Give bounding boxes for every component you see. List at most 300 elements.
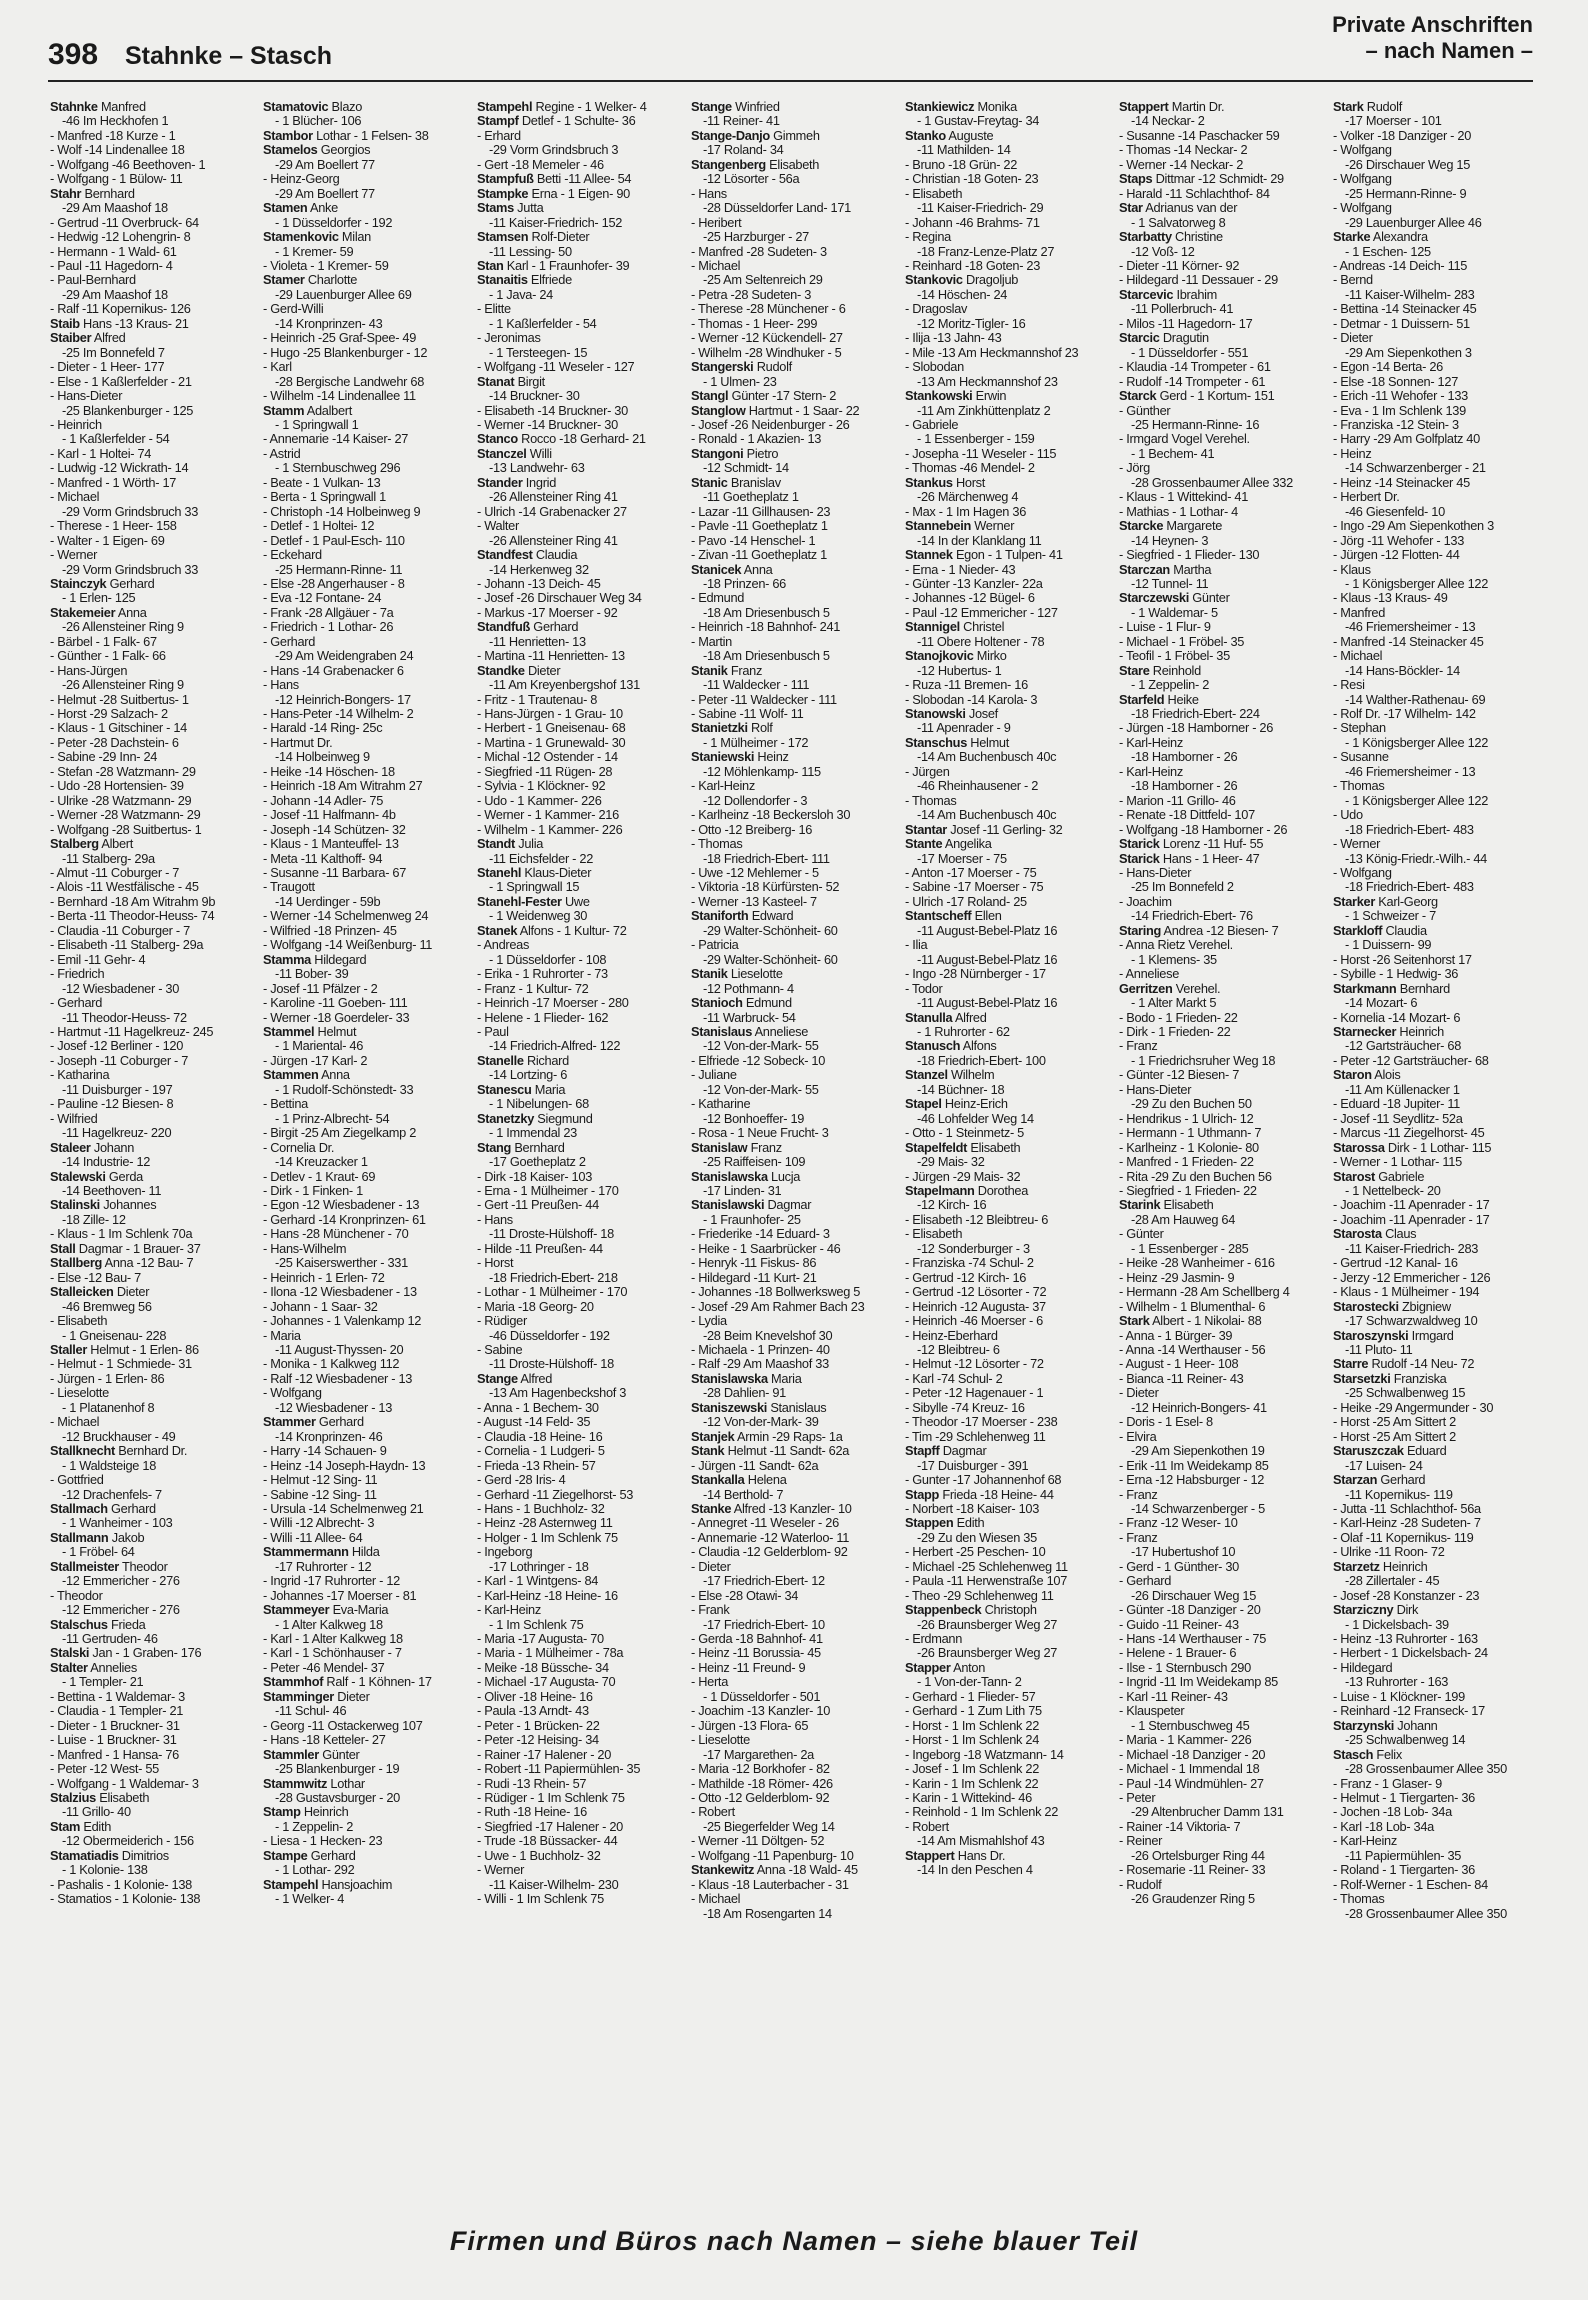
directory-line: - Christoph -14 Holbeinweg 9 xyxy=(263,504,421,519)
directory-line: -11 Am Kreyenbergshof 131 xyxy=(489,678,640,693)
directory-line: - Wolfgang -14 Weißenburg- 11 xyxy=(263,938,433,953)
directory-line: - 1 Düsseldorfer - 108 xyxy=(489,952,607,967)
directory-line: - Horst xyxy=(477,1256,514,1271)
directory-columns xyxy=(50,100,1540,2205)
surname: Starnecker xyxy=(1333,1025,1397,1039)
directory-line: Stapff Dagmar xyxy=(905,1444,987,1459)
directory-line: Stalski Jan - 1 Graben- 176 xyxy=(50,1646,202,1661)
directory-line: - Stephan xyxy=(1333,721,1386,736)
directory-line: -17 Lothringer - 18 xyxy=(489,1559,589,1574)
surname: Stamelos xyxy=(263,143,318,158)
directory-line: -14 Höschen- 24 xyxy=(917,287,1008,302)
directory-line: Stampehl Regine - 1 Welker- 4 xyxy=(477,100,647,114)
directory-line: Stamen Anke xyxy=(263,201,338,216)
directory-line: - Manfred -28 Sudeten- 3 xyxy=(691,244,827,259)
surname: Stangenberg xyxy=(691,157,766,172)
directory-line: Stanislawska Lucja xyxy=(691,1169,801,1184)
directory-line: - Gertrud -11 Overbruck- 64 xyxy=(50,215,199,230)
directory-line: -18 Friedrich-Ebert- 224 xyxy=(1131,707,1260,722)
directory-line: -29 Vorm Grindsbruch 3 xyxy=(489,143,619,158)
surname: Standfest xyxy=(477,548,533,563)
directory-line: Staniforth Edward xyxy=(691,909,794,924)
directory-line: -17 Hubertushof 10 xyxy=(1131,1545,1236,1560)
directory-line: -18 Franz-Lenze-Platz 27 xyxy=(917,244,1055,259)
directory-line: - Bernd xyxy=(1333,273,1373,288)
directory-line: - Karl-Heinz -28 Sudeten- 7 xyxy=(1333,1516,1481,1531)
directory-line: - Rolf-Werner - 1 Eschen- 84 xyxy=(1333,1877,1488,1892)
directory-line: - Johannes -17 Moerser - 81 xyxy=(263,1588,417,1603)
directory-line: - Günter -12 Biesen- 7 xyxy=(1119,1068,1240,1083)
directory-line: Stampe Gerhard xyxy=(263,1848,356,1863)
directory-line: - Klaus - 1 Gitschiner - 14 xyxy=(50,721,187,736)
directory-line: Starkmann Bernhard xyxy=(1333,981,1450,996)
directory-line: - Wilhelm - 1 Blumenthal- 6 xyxy=(1119,1299,1266,1314)
surname: Stamatiadis xyxy=(50,1848,119,1863)
directory-line: - Volker -18 Danziger - 20 xyxy=(1333,128,1472,143)
directory-line: - Wilfried -18 Prinzen- 45 xyxy=(263,923,397,938)
directory-line: -12 Moritz-Tigler- 16 xyxy=(917,316,1026,331)
directory-line: - Katharine xyxy=(691,1097,751,1112)
directory-line: - Karl -18 Lob- 34a xyxy=(1333,1819,1434,1834)
directory-line: - Thomas xyxy=(691,837,743,852)
surname: Starick xyxy=(1119,851,1160,866)
directory-line: - Harald -11 Schlachthof- 84 xyxy=(1119,186,1270,201)
directory-line: Stapelmann Dorothea xyxy=(905,1183,1029,1198)
directory-line: - Jürgen -11 Sandt- 62a xyxy=(691,1458,819,1473)
directory-line: - Jürgen -18 Hamborner - 26 xyxy=(1119,721,1274,736)
directory-line: - 1 Nettelbeck- 20 xyxy=(1345,1183,1441,1198)
directory-line: -11 Hagelkreuz- 220 xyxy=(62,1126,172,1141)
directory-line: - Gert -11 Preußen- 44 xyxy=(477,1198,599,1213)
directory-line: - Ulrike -11 Roon- 72 xyxy=(1333,1545,1445,1560)
surname: Stakemeier xyxy=(50,605,116,620)
directory-line: - Luise - 1 Bruckner- 31 xyxy=(50,1733,177,1748)
directory-line: - Wilfried xyxy=(50,1111,98,1126)
directory-line: Stappen Edith xyxy=(905,1516,985,1531)
directory-line: - Ingrid -11 Im Weidekamp 85 xyxy=(1119,1675,1278,1690)
directory-line: - Wolfgang xyxy=(263,1386,322,1401)
directory-line: -25 Raiffeisen- 109 xyxy=(703,1155,806,1170)
directory-line: Stamsen Rolf-Dieter xyxy=(477,230,590,245)
directory-line: - Michael -17 Augusta- 70 xyxy=(477,1675,616,1690)
directory-line: - Udo xyxy=(1333,808,1363,823)
surname: Stalberg xyxy=(50,837,99,852)
directory-line: - Gottfried xyxy=(50,1473,104,1488)
directory-line: Stanglow Hartmut - 1 Saar- 22 xyxy=(691,403,860,418)
directory-line: Stammler Günter xyxy=(263,1747,360,1762)
directory-line: Stanusch Alfons xyxy=(905,1039,997,1054)
directory-line: - Dieter xyxy=(1119,1386,1159,1401)
directory-line: - Günter -13 Kanzler- 22a xyxy=(905,576,1043,591)
directory-line: Stannebein Werner xyxy=(905,519,1015,534)
directory-line: - Rainer -14 Viktoria- 7 xyxy=(1119,1819,1241,1834)
directory-line: - 1 Bechem- 41 xyxy=(1131,446,1215,461)
directory-line: - Thomas -46 Mendel- 2 xyxy=(905,461,1035,476)
directory-line: Stallmeister Theodor xyxy=(50,1559,168,1574)
directory-line: Stankus Horst xyxy=(905,475,986,490)
directory-line: - Werner xyxy=(50,548,98,563)
directory-line: - Hans -14 Werthauser - 75 xyxy=(1119,1632,1267,1647)
directory-line: - Ilia xyxy=(905,938,928,953)
directory-line: Staller Helmut - 1 Erlen- 86 xyxy=(50,1342,199,1357)
directory-line: - Rudi -13 Rhein- 57 xyxy=(477,1776,587,1791)
directory-line: - Jörg -11 Wehofer - 133 xyxy=(1333,533,1465,548)
directory-line: - Manfred xyxy=(1333,605,1386,620)
directory-line: - Franz -12 Weser- 10 xyxy=(1119,1516,1238,1531)
surname: Starosta xyxy=(1333,1227,1382,1242)
directory-line: - Reinhard -18 Goten- 23 xyxy=(905,258,1041,273)
directory-line: - 1 Von-der-Tann- 2 xyxy=(917,1675,1022,1690)
directory-line: -14 Friedrich-Alfred- 122 xyxy=(489,1039,621,1054)
directory-line: -11 Gertruden- 46 xyxy=(62,1632,158,1647)
directory-line: - 1 Weidenweg 30 xyxy=(489,909,588,924)
directory-line: - Karl-Heinz xyxy=(1333,1834,1397,1849)
directory-line: - Heinz -11 Borussia- 45 xyxy=(691,1646,821,1661)
directory-line: - Henryk -11 Fiskus- 86 xyxy=(691,1256,817,1271)
directory-line: Stall Dagmar - 1 Brauer- 37 xyxy=(50,1241,201,1256)
directory-line: - August -14 Feld- 35 xyxy=(477,1415,591,1430)
directory-line: Starfeld Heike xyxy=(1119,692,1199,707)
surname: Stanescu xyxy=(477,1082,532,1097)
directory-line: - Gabriele xyxy=(905,417,959,432)
directory-column xyxy=(1333,100,1536,1921)
surname: Starost xyxy=(1333,1169,1375,1184)
directory-line: Starker Karl-Georg xyxy=(1333,894,1438,909)
directory-column xyxy=(477,100,680,1907)
directory-line: - Gertrud -12 Kirch- 16 xyxy=(905,1270,1027,1285)
surname: Stante xyxy=(905,837,943,852)
directory-line: - Helmut - 1 Schmiede- 31 xyxy=(50,1357,192,1372)
directory-line: - Wolfgang -28 Suitbertus- 1 xyxy=(50,822,202,837)
directory-line: - Elitte xyxy=(477,302,511,317)
directory-line: -12 Von-der-Mark- 39 xyxy=(703,1415,819,1430)
surname: Stanco xyxy=(477,432,518,447)
directory-line: - Jürgen -29 Mais- 32 xyxy=(905,1169,1021,1184)
surname: Stanko xyxy=(905,128,946,143)
surname: Stanioch xyxy=(691,996,743,1011)
directory-line: - Franz xyxy=(1119,1530,1158,1545)
directory-line: Stanik Franz xyxy=(691,663,763,678)
directory-line: - Franz xyxy=(1119,1039,1158,1054)
directory-line: - Dieter - 1 Heer- 177 xyxy=(50,360,165,375)
directory-line: Stanojkovic Mirko xyxy=(905,649,1007,664)
directory-line: - Theodor -17 Moerser - 238 xyxy=(905,1415,1058,1430)
directory-line: - Lazar -11 Gillhausen- 23 xyxy=(691,504,831,519)
directory-line: -12 Kirch- 16 xyxy=(917,1198,987,1213)
directory-line: -12 Möhlenkamp- 115 xyxy=(703,764,821,779)
directory-line: - Werner - 1 Kammer- 216 xyxy=(477,808,619,823)
directory-line: - Luise - 1 Klöckner- 199 xyxy=(1333,1689,1465,1704)
directory-line: Stammel Helmut xyxy=(263,1025,357,1039)
directory-line: - Karl -11 Reiner- 43 xyxy=(1119,1689,1228,1704)
surname: Staniforth xyxy=(691,909,749,924)
directory-line: Stamelos Georgios xyxy=(263,143,371,158)
directory-line: - Franz - 1 Glaser- 9 xyxy=(1333,1776,1442,1791)
directory-line: -26 Dirschauer Weg 15 xyxy=(1131,1588,1257,1603)
directory-line: Stapper Anton xyxy=(905,1660,986,1675)
directory-line: - Wilhelm - 1 Kammer- 226 xyxy=(477,822,623,837)
directory-line: - Zivan -11 Goetheplatz 1 xyxy=(691,548,827,563)
directory-line: -29 Zu den Wiesen 35 xyxy=(917,1530,1037,1545)
directory-line: - Herta xyxy=(691,1675,729,1690)
directory-line: - Werner -18 Goerdeler- 33 xyxy=(263,1010,410,1025)
directory-line: Stalschus Frieda xyxy=(50,1617,146,1632)
directory-line: - Werner -14 Bruckner- 30 xyxy=(477,417,618,432)
directory-line: Stalberg Albert xyxy=(50,837,133,852)
directory-line: - Gerhard xyxy=(263,634,316,649)
directory-line: -14 Heynen- 3 xyxy=(1131,533,1209,548)
directory-line: - 1 Prinz-Albrecht- 54 xyxy=(275,1111,390,1126)
directory-line: - Karl-Heinz xyxy=(1119,735,1183,750)
directory-line: Stampke Erna - 1 Eigen- 90 xyxy=(477,186,630,201)
directory-line: Stahnke Manfred xyxy=(50,100,146,114)
directory-line: - Karin - 1 Wittekind- 46 xyxy=(905,1791,1032,1806)
directory-line: - Maria - 1 Kammer- 226 xyxy=(1119,1733,1252,1748)
directory-line: - Hans -14 Grabenacker 6 xyxy=(263,663,404,678)
surname: Stampehl xyxy=(477,100,533,114)
directory-line: -12 Bonhoeffer- 19 xyxy=(703,1111,805,1126)
directory-line: - Anneliese xyxy=(1119,967,1180,982)
directory-line: - Paul -12 Emmericher - 127 xyxy=(905,605,1058,620)
directory-line: -14 Am Buchenbusch 40c xyxy=(917,808,1057,823)
directory-line: Stamminger Dieter xyxy=(263,1689,370,1704)
directory-line: Stange Alfred xyxy=(477,1371,553,1386)
directory-line: -26 Allensteiner Ring 9 xyxy=(62,678,184,693)
directory-line: - Trude -18 Büssacker- 44 xyxy=(477,1834,618,1849)
directory-line: - Herbert -25 Peschen- 10 xyxy=(905,1545,1046,1560)
directory-line: - Rudolf xyxy=(1119,1877,1162,1892)
directory-line: -18 Am Rosengarten 14 xyxy=(703,1906,832,1921)
directory-line: - Regina xyxy=(905,230,951,245)
directory-line: -26 Allensteiner Ring 9 xyxy=(62,620,184,635)
directory-line: -11 Lessing- 50 xyxy=(489,244,572,259)
surname: Stammer xyxy=(263,1415,316,1430)
directory-line: - Johann -46 Brahms- 71 xyxy=(905,215,1040,230)
directory-line: Stark Rudolf xyxy=(1333,100,1402,114)
surname: Stanschus xyxy=(905,735,968,750)
directory-line: Stanschus Helmut xyxy=(905,735,1010,750)
directory-line: - Heinrich -46 Moerser - 6 xyxy=(905,1314,1043,1329)
surname: Starke xyxy=(1333,230,1371,245)
surname: Stankiewicz xyxy=(905,100,975,114)
directory-line: - Robert xyxy=(905,1819,949,1834)
directory-line: - Claudia -11 Coburger - 7 xyxy=(50,923,190,938)
directory-line: - Jeronimas xyxy=(477,331,541,346)
directory-line: - Manfred - 1 Frieden- 22 xyxy=(1119,1155,1254,1170)
directory-line: Starzan Gerhard xyxy=(1333,1473,1426,1488)
surname: Stanislawska xyxy=(691,1371,768,1386)
surname: Stahnke xyxy=(50,100,98,114)
directory-line: - Michael xyxy=(691,1892,741,1907)
directory-line: Stamatovic Blazo xyxy=(263,100,363,114)
directory-line: - Beate - 1 Vulkan- 13 xyxy=(263,475,381,490)
surname: Star xyxy=(1119,201,1143,216)
directory-line: - Thomas xyxy=(1333,779,1385,794)
surname: Stanislaw xyxy=(691,1140,748,1155)
directory-line: - Ingo -28 Nürnberger - 17 xyxy=(905,967,1046,982)
directory-line: -14 Bruckner- 30 xyxy=(489,389,580,404)
directory-line: - 1 Schweizer - 7 xyxy=(1345,909,1436,924)
directory-line: - Heinrich -18 Bahnhof- 241 xyxy=(691,620,841,635)
directory-line: - Maria -12 Borkhofer - 82 xyxy=(691,1762,830,1777)
directory-line: Stangerski Rudolf xyxy=(691,360,792,375)
directory-line: -14 Holbeinweg 9 xyxy=(275,750,370,765)
directory-line: -11 August-Bebel-Platz 16 xyxy=(917,923,1058,938)
directory-line: -12 Voß- 12 xyxy=(1131,244,1195,259)
surname: Stanjek xyxy=(691,1429,735,1444)
directory-line: - Stamatios - 1 Kolonie- 138 xyxy=(50,1892,201,1907)
directory-line: Staleer Johann xyxy=(50,1140,135,1155)
directory-line: - Pavo -14 Henschel- 1 xyxy=(691,533,816,548)
directory-line: - Hans-Jürgen xyxy=(50,663,128,678)
directory-line: - Manfred -18 Kurze - 1 xyxy=(50,128,176,143)
directory-line: - 1 Dickelsbach- 39 xyxy=(1345,1617,1449,1632)
directory-line: - Roland - 1 Tiergarten- 36 xyxy=(1333,1863,1475,1878)
surname: Stampe xyxy=(263,1848,308,1863)
directory-line: - Slobodan xyxy=(905,360,964,375)
directory-line: - Birgit -25 Am Ziegelkamp 2 xyxy=(263,1126,417,1141)
directory-line: - Berta - 1 Springwall 1 xyxy=(263,490,386,505)
directory-line: - Hans -18 Ketteler- 27 xyxy=(263,1733,386,1748)
directory-line: - Mathias - 1 Lothar- 4 xyxy=(1119,504,1238,519)
directory-line: - Maria -18 Georg- 20 xyxy=(477,1299,594,1314)
directory-line: Stampf Detlef - 1 Schulte- 36 xyxy=(477,114,636,129)
directory-line: - 1 Mülheimer - 172 xyxy=(703,735,809,750)
directory-line: Stalewski Gerda xyxy=(50,1169,143,1184)
directory-line: - Klaus - 1 Manteuffel- 13 xyxy=(263,837,399,852)
directory-line: - Gerda -18 Bahnhof- 41 xyxy=(691,1632,823,1647)
directory-line: - Peter -12 Hagenauer - 1 xyxy=(905,1386,1044,1401)
directory-column xyxy=(1119,100,1322,1907)
directory-line: - Rita -29 Zu den Buchen 56 xyxy=(1119,1169,1272,1184)
directory-line: - 1 Gustav-Freytag- 34 xyxy=(917,114,1040,129)
directory-line: - Reiner xyxy=(1119,1834,1163,1849)
directory-line: - Irmgard Vogel Verehel. xyxy=(1119,432,1250,447)
directory-line: - Herbert - 1 Dickelsbach- 24 xyxy=(1333,1646,1488,1661)
directory-line: Stalzius Elisabeth xyxy=(50,1791,150,1806)
directory-line: - Klaus - 1 Im Schlenk 70a xyxy=(50,1227,193,1242)
directory-line: -28 Düsseldorfer Land- 171 xyxy=(703,201,851,216)
surname: Stammen xyxy=(263,1068,319,1083)
directory-line: - 1 Friedrichsruher Weg 18 xyxy=(1131,1053,1276,1068)
directory-line: - Karl - 1 Wintgens- 84 xyxy=(477,1574,599,1589)
directory-line: Stappert Hans Dr. xyxy=(905,1848,1006,1863)
surname: Stankewitz xyxy=(691,1863,755,1878)
directory-line: Stanzel Wilhelm xyxy=(905,1068,995,1083)
directory-line: - Else - 1 Kaßlerfelder - 21 xyxy=(50,374,192,389)
directory-line: - Josef -11 Halfmann- 4b xyxy=(263,808,396,823)
directory-line: Stainczyk Gerhard xyxy=(50,576,155,591)
directory-line: Stammeyer Eva-Maria xyxy=(263,1603,389,1618)
directory-line: - 1 Eschen- 125 xyxy=(1345,244,1431,259)
surname: Starzetz xyxy=(1333,1559,1380,1574)
directory-line: Stare Reinhold xyxy=(1119,663,1201,678)
directory-line: - Werner -13 Kasteel- 7 xyxy=(691,894,817,909)
directory-line: - Andreas -14 Deich- 115 xyxy=(1333,258,1468,273)
directory-line: - Willi - 1 Im Schlenk 75 xyxy=(477,1892,604,1907)
directory-line: - Lieselotte xyxy=(50,1386,109,1401)
directory-line: -28 Grossenbaumer Allee 350 xyxy=(1345,1906,1507,1921)
directory-line: - August - 1 Heer- 108 xyxy=(1119,1357,1239,1372)
directory-line: -11 August-Bebel-Platz 16 xyxy=(917,996,1058,1011)
surname: Starbatty xyxy=(1119,230,1172,245)
directory-line: Gerritzen Verehel. xyxy=(1119,981,1221,996)
directory-line: -25 Schwalbenweg 15 xyxy=(1345,1386,1466,1401)
directory-line: Stammermann Hilda xyxy=(263,1545,380,1560)
directory-line: - Heinz -14 Joseph-Haydn- 13 xyxy=(263,1458,426,1473)
directory-line: - Christian -18 Goten- 23 xyxy=(905,172,1039,187)
directory-line: - Susanne -14 Paschacker 59 xyxy=(1119,128,1280,143)
surname: Stan xyxy=(477,258,504,273)
directory-line: Starossa Dirk - 1 Lothar- 115 xyxy=(1333,1140,1492,1155)
directory-line: - Pashalis - 1 Kolonie- 138 xyxy=(50,1877,192,1892)
directory-line: - Ronald - 1 Akazien- 13 xyxy=(691,432,822,447)
directory-line: - Elisabeth xyxy=(905,186,963,201)
surname: Stannek xyxy=(905,548,953,563)
directory-line: -14 Hans-Böckler- 14 xyxy=(1345,663,1460,678)
directory-line: -14 Herkenweg 32 xyxy=(489,562,589,577)
directory-line: - Wolfgang -11 Papenburg- 10 xyxy=(691,1848,854,1863)
directory-line: - Werner -14 Neckar- 2 xyxy=(1119,157,1244,172)
directory-line: - Jürgen xyxy=(905,764,950,779)
directory-line: - Gerd-Willi xyxy=(263,302,324,317)
directory-line: - Dieter - 1 Bruckner- 31 xyxy=(50,1718,180,1733)
directory-line: -14 Kronprinzen- 46 xyxy=(275,1429,383,1444)
directory-line: - Elfriede -12 Sobeck- 10 xyxy=(691,1053,826,1068)
surname: Staib xyxy=(50,316,80,331)
directory-line: -14 Lortzing- 6 xyxy=(489,1068,568,1083)
directory-line: - Willi -11 Allee- 64 xyxy=(263,1530,363,1545)
directory-line: - Eva - 1 Im Schlenk 139 xyxy=(1333,403,1466,418)
directory-line: Stallknecht Bernhard Dr. xyxy=(50,1444,188,1459)
directory-line: - 1 Platanenhof 8 xyxy=(62,1400,155,1415)
directory-line: - Astrid xyxy=(263,446,301,461)
directory-line: - Mile -13 Am Heckmannshof 23 xyxy=(905,345,1079,360)
directory-line: -12 Tunnel- 11 xyxy=(1131,576,1209,591)
surname: Starfeld xyxy=(1119,692,1165,707)
directory-line: - Otto -12 Breiberg- 16 xyxy=(691,822,813,837)
directory-line: Starcke Margarete xyxy=(1119,519,1223,534)
directory-line: - Heinz -13 Ruhrorter - 163 xyxy=(1333,1632,1478,1647)
directory-line: - Michael -25 Schlehenweg 11 xyxy=(905,1559,1068,1574)
directory-line: - Andreas xyxy=(477,938,530,953)
directory-line: - Anna Rietz Verehel. xyxy=(1119,938,1233,953)
directory-line: Stanko Auguste xyxy=(905,128,994,143)
directory-line: - Karl-Heinz -18 Heine- 16 xyxy=(477,1588,618,1603)
surname: Stalzius xyxy=(50,1791,96,1806)
directory-line: -13 König-Friedr.-Wilh.- 44 xyxy=(1345,851,1487,866)
directory-line: - Franz xyxy=(1119,1487,1158,1502)
directory-line: - Peter -12 Heising- 34 xyxy=(477,1733,599,1748)
directory-line: - Wolf -14 Lindenallee 18 xyxy=(50,143,185,158)
directory-line: -18 Friedrich-Ebert- 483 xyxy=(1345,880,1474,895)
surname: Starcic xyxy=(1119,331,1160,346)
directory-line: Stander Ingrid xyxy=(477,475,557,490)
surname: Stammwitz xyxy=(263,1776,328,1791)
directory-line: - 1 Mariental- 46 xyxy=(275,1039,364,1054)
directory-line: -46 Rheinhausener - 2 xyxy=(917,779,1039,794)
directory-line: Starick Hans - 1 Heer- 47 xyxy=(1119,851,1260,866)
directory-line: - Claudia -18 Heine- 16 xyxy=(477,1429,603,1444)
directory-line: - Otto -12 Gelderblom- 92 xyxy=(691,1791,830,1806)
directory-line: - Monika - 1 Kalkweg 112 xyxy=(263,1357,400,1372)
directory-line: -25 Im Bonnefeld 2 xyxy=(1131,880,1234,895)
surname: Stainczyk xyxy=(50,576,107,591)
directory-line: - 1 Zeppelin- 2 xyxy=(1131,678,1210,693)
directory-line: Stampehl Hansjoachim xyxy=(263,1877,393,1892)
directory-line: -25 Im Bonnefeld 7 xyxy=(62,345,165,360)
directory-line: - Violeta - 1 Kremer- 59 xyxy=(263,258,389,273)
